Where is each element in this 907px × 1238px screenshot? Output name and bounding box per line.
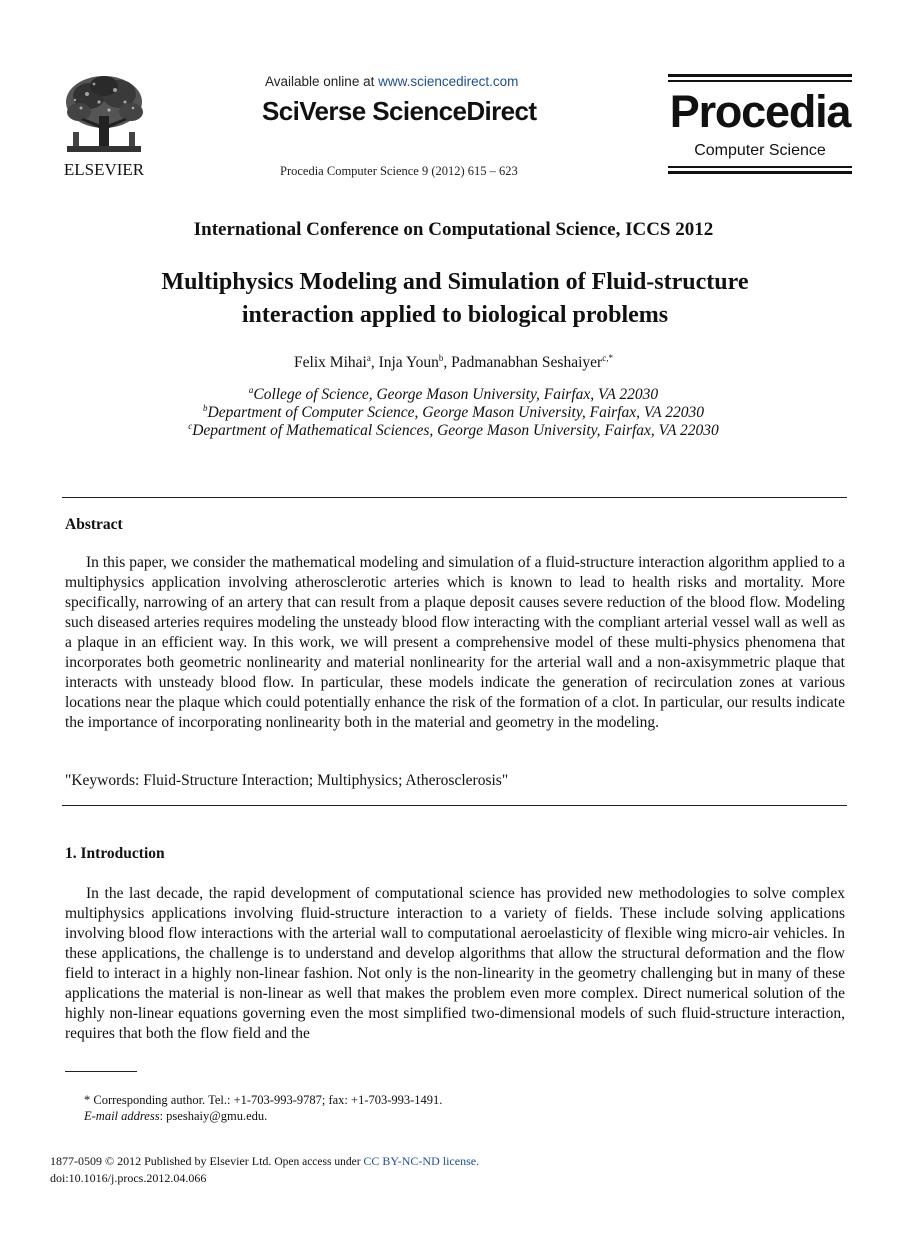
divider	[62, 805, 847, 806]
author-list	[0, 354, 907, 372]
affiliation-list	[0, 386, 907, 440]
procedia-subtitle: Computer Science	[694, 142, 826, 159]
paper-title	[60, 266, 850, 332]
conference-name: International Conference on Computational Science, ICCS 2012	[193, 219, 714, 240]
sciencedirect-link[interactable]: www.sciencedirect.com	[378, 74, 519, 89]
logo-rule	[668, 80, 852, 82]
affiliation-text: College of Science, George Mason University, Fairfax, VA 22030	[253, 386, 659, 403]
author-name: Inja Youn	[378, 354, 439, 371]
divider	[62, 497, 847, 498]
open-access-text: Open access under	[271, 1156, 364, 1168]
elsevier-logo	[55, 72, 153, 180]
elsevier-wordmark: ELSEVIER	[63, 160, 145, 179]
journal-reference: Procedia Computer Science 9 (2012) 615 – 623	[280, 164, 518, 178]
elsevier-tree-icon	[59, 72, 149, 158]
title-line: interaction applied to biological problems	[241, 302, 669, 328]
logo-rule	[668, 166, 852, 168]
copyright-line	[50, 1154, 479, 1169]
email-note	[84, 1109, 267, 1124]
author-name: Felix Mihai	[294, 354, 367, 371]
affiliation-mark: b	[203, 403, 208, 413]
email-address[interactable]: : pseshaiy@gmu.edu.	[159, 1109, 268, 1123]
footnote-rule	[65, 1071, 137, 1072]
affiliation-text: Department of Mathematical Sciences, George Mason University, Fairfax, VA 22030	[192, 422, 719, 439]
doi: doi:10.1016/j.procs.2012.04.066	[50, 1171, 207, 1185]
issn-copyright: 1877-0509 © 2012 Published by Elsevier Ltd.	[50, 1154, 272, 1168]
sciverse-sciencedirect-logo: SciVerse ScienceDirect	[262, 96, 537, 126]
affiliation-text: Department of Computer Science, George Mason University, Fairfax, VA 22030	[207, 404, 704, 421]
author-affiliation-mark: b	[438, 353, 444, 363]
available-online-line	[265, 74, 555, 89]
affiliation	[0, 404, 907, 422]
available-prefix: Available online at	[265, 74, 379, 89]
introduction-heading: 1. Introduction	[65, 845, 165, 862]
logo-rule	[668, 74, 852, 77]
author-separator: ,	[443, 354, 452, 371]
author-name: Padmanabhan Seshaiyer	[451, 354, 603, 371]
corresponding-author-note: * Corresponding author. Tel.: +1-703-993-9787; fax: +1-703-993-1491.	[84, 1093, 443, 1107]
abstract-heading: Abstract	[65, 516, 123, 533]
affiliation-mark: a	[248, 385, 254, 395]
keywords: "Keywords: Fluid-Structure Interaction; Multiphysics; Atherosclerosis"	[65, 772, 509, 789]
introduction-text: In the last decade, the rapid development of computational science has provided new methodologies to solve complex multiphysics applications involving fluid-structure interaction to a variety of fields. These include solving applications involving blood flow interactions with the arterial wall to computational aeroelasticity of flexible wing micro-air vehicles. In these applications, the challenge is to understand and develop algorithms that allow the structural deformation and the flow field to interact in a highly non-linear fashion. Not only is the non-linearity in the geometry challenging but in many of these applications the material is non-linear as well that makes the problem even more complex. Direct numerical solution of the highly non-linear equations governing even the most simplified two-dimensional models of such fluid-structure interaction, requires that both the flow field and the	[65, 885, 845, 1042]
author-separator: ,	[370, 354, 379, 371]
procedia-brand: Procedia	[669, 86, 851, 137]
title-line: Multiphysics Modeling and Simulation of Fluid-structure	[161, 269, 749, 295]
logo-rule	[668, 171, 852, 174]
author-affiliation-mark: a	[366, 353, 371, 363]
procedia-logo	[668, 74, 852, 174]
abstract-text: In this paper, we consider the mathematical modeling and simulation of a fluid-structure interaction algorithm applied to a multiphysics application involving atherosclerotic arteries which is known to lead to health risks and mortality. More specifically, narrowing of an artery that can result from a plaque deposit causes severe reduction of the blood flow. Modeling such diseased arteries requires modeling the unsteady blood flow interacting with the compliant arterial vessel wall as well as a plaque in an efficient way. In this work, we will present a comprehensive model of these multi-physics phenomena that incorporates both geometric nonlinearity and material nonlinearity for the arterial wall and a non-axisymmetric plaque that interacts with unsteady blood flow. In particular, these models indicate the generation of recirculation zones at various locations near the plaque which could potentially enhance the risk of the formation of a clot. In particular, our results indicate the importance of incorporating nonlinearity both in the material and geometry in the modeling.	[65, 554, 845, 731]
author-affiliation-mark: c,*	[602, 353, 613, 363]
affiliation	[0, 386, 907, 404]
email-label: E-mail address	[84, 1109, 160, 1123]
license-link[interactable]: CC BY-NC-ND license.	[363, 1154, 480, 1168]
affiliation	[0, 422, 907, 440]
affiliation-mark: c	[188, 421, 193, 431]
